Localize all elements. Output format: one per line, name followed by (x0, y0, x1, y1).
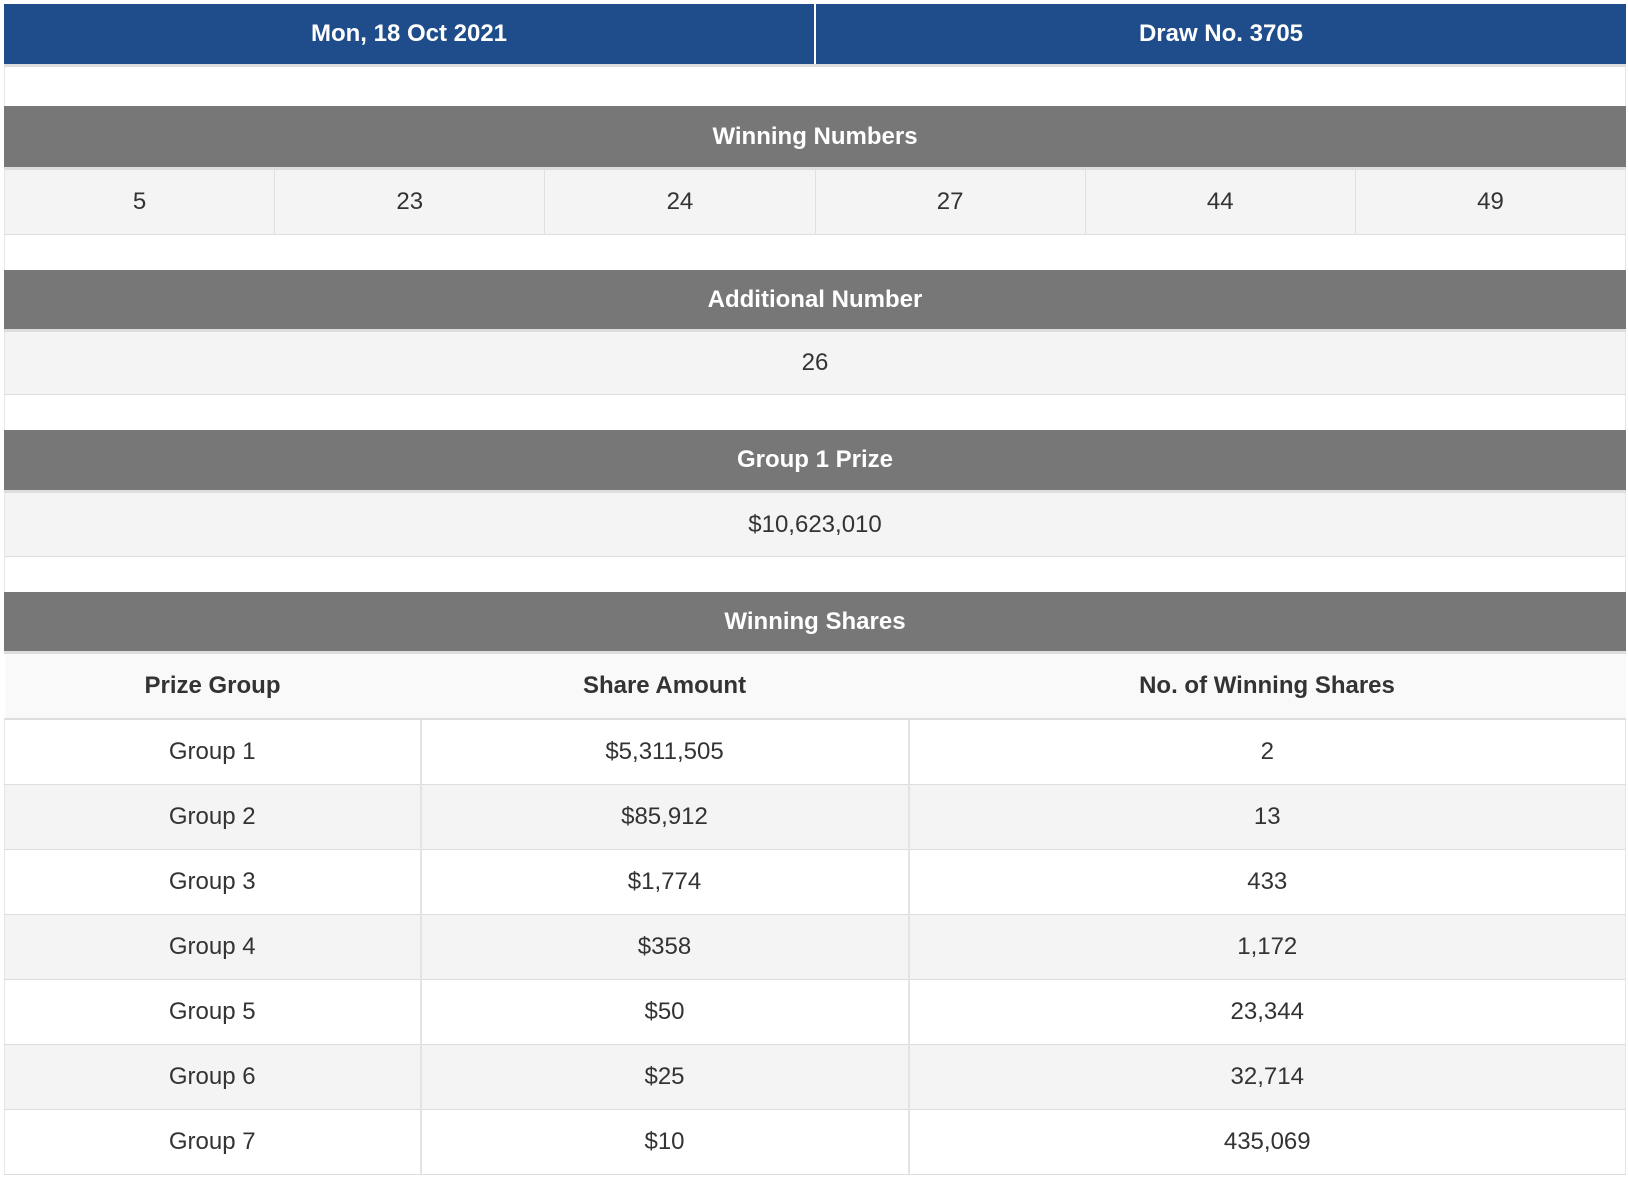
spacer (4, 557, 1626, 592)
winning-number: 24 (545, 170, 815, 234)
winning-shares-count-cell: 435,069 (909, 1109, 1626, 1174)
share-amount-cell: $5,311,505 (421, 719, 909, 784)
table-header-row (5, 654, 1626, 719)
table-row (5, 979, 1626, 1044)
prize-group-cell: Group 1 (5, 719, 421, 784)
prize-group-cell: Group 5 (5, 979, 421, 1044)
additional-number-value: 26 (801, 349, 829, 376)
draw-header (4, 4, 1626, 67)
group1-prize-title: Group 1 Prize (4, 430, 1626, 493)
share-amount-cell: $1,774 (421, 849, 909, 914)
prize-group-cell: Group 4 (5, 914, 421, 979)
winning-shares-table (4, 654, 1626, 1175)
draw-number: Draw No. 3705 (816, 4, 1626, 64)
prize-group-header: Prize Group (5, 654, 421, 719)
winning-number: 49 (1477, 188, 1504, 215)
table-row (5, 719, 1626, 784)
winning-shares-count-cell: 23,344 (909, 979, 1626, 1044)
winning-number: 23 (275, 170, 545, 234)
share-amount-cell: $85,912 (421, 784, 909, 849)
prize-group-cell: Group 6 (5, 1044, 421, 1109)
spacer (4, 67, 1626, 106)
winning-shares-count-cell: 2 (909, 719, 1626, 784)
share-amount-cell: $358 (421, 914, 909, 979)
share-amount-cell: $10 (421, 1109, 909, 1174)
winning-number: 5 (5, 170, 275, 234)
table-row (5, 1109, 1626, 1174)
prize-group-cell: Group 3 (5, 849, 421, 914)
winning-shares-count-cell: 13 (909, 784, 1626, 849)
group1-prize-value: $10,623,010 (748, 510, 882, 538)
table-row (5, 1044, 1626, 1109)
share-amount-cell: $25 (421, 1044, 909, 1109)
spacer (4, 395, 1626, 430)
winning-numbers-title: Winning Numbers (4, 106, 1626, 170)
additional-number-title: Additional Number (4, 270, 1626, 332)
group1-prize-row (4, 493, 1626, 557)
share-amount-cell: $50 (421, 979, 909, 1044)
winning-number: 44 (1086, 170, 1356, 234)
table-row (5, 849, 1626, 914)
draw-date: Mon, 18 Oct 2021 (4, 4, 816, 64)
table-row (5, 914, 1626, 979)
winning-shares-title: Winning Shares (4, 592, 1626, 654)
spacer (4, 235, 1626, 270)
draw-results (4, 4, 1626, 1175)
winning-shares-count-cell: 433 (909, 849, 1626, 914)
table-row (5, 784, 1626, 849)
winning-number: 27 (816, 170, 1086, 234)
winning-shares-count-cell: 32,714 (909, 1044, 1626, 1109)
winning-shares-count-cell: 1,172 (909, 914, 1626, 979)
winning-shares-count-header: No. of Winning Shares (909, 654, 1626, 719)
additional-number-row (4, 332, 1626, 395)
prize-group-cell: Group 2 (5, 784, 421, 849)
share-amount-header: Share Amount (421, 654, 909, 719)
winning-numbers-row (4, 170, 1626, 235)
prize-group-cell: Group 7 (5, 1109, 421, 1174)
